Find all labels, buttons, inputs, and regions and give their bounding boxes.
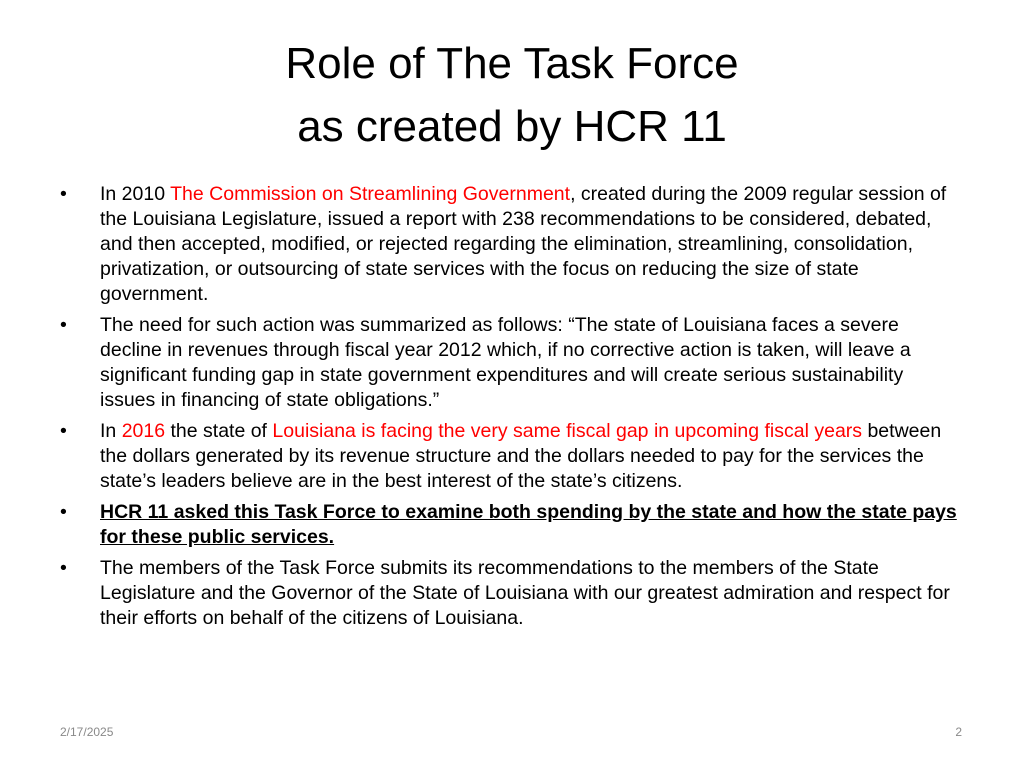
bullet-item-2016	[60, 419, 960, 494]
bullet-text: The members of the Task Force submits its recommendations to the members of the State Legislature and the Governor of the State of Louisiana with our greatest admiration and respect for their efforts on behalf of the citizens of Louisiana.	[100, 557, 950, 629]
highlight-fiscal-gap: Louisiana is facing the very same fiscal gap in upcoming fiscal years	[272, 420, 863, 442]
highlight-year: 2016	[121, 420, 166, 442]
bullet-text: , created during the 2009 regular session of the Louisiana Legislature, issued a report with 238 recommendations to be considered, debated, and then accepted, modified, or rejected regarding the elimination, streamlining, consolidation, privatization, or outsourcing of state services with the focus on reducing the size of state government.	[100, 183, 947, 305]
bullet-item-hcr11	[60, 500, 960, 550]
hcr-11-mandate: HCR 11 asked this Task Force to examine both spending by the state and how the state pays for these public services.	[100, 501, 957, 548]
bullet-item-recommendations	[60, 556, 960, 631]
bullet-item-commission	[60, 182, 960, 307]
bullet-icon: •	[60, 557, 67, 579]
bullet-text: between the dollars generated by its revenue structure and the dollars needed to pay for the services the state’s leaders believe are in the best interest of the state’s citizens.	[100, 420, 942, 492]
bullet-icon: •	[60, 501, 67, 523]
footer-date: 2/17/2025	[60, 725, 114, 739]
page-number: 2	[955, 725, 962, 739]
bullet-text: In	[100, 420, 122, 442]
bullet-text: In 2010	[100, 183, 171, 205]
title-line-1: Role of The Task Force	[285, 39, 739, 88]
bullet-text: The need for such action was summarized as follows: “The state of Louisiana faces a severe decline in revenues through fiscal year 2012 which, if no corrective action is taken, will leave a significant funding gap in state government expenditures and will create serious sustainability issues in financing of state obligations.”	[100, 314, 911, 411]
bullet-icon: •	[60, 183, 67, 205]
bullet-icon: •	[60, 314, 67, 336]
commission-name: The Commission on Streamlining Government	[170, 183, 571, 205]
bullet-list	[60, 182, 960, 637]
title-line-2: as created by HCR 11	[297, 102, 727, 151]
bullet-item-need	[60, 313, 960, 413]
slide-title	[100, 32, 924, 158]
bullet-text: the state of	[165, 420, 273, 442]
bullet-icon: •	[60, 420, 67, 442]
